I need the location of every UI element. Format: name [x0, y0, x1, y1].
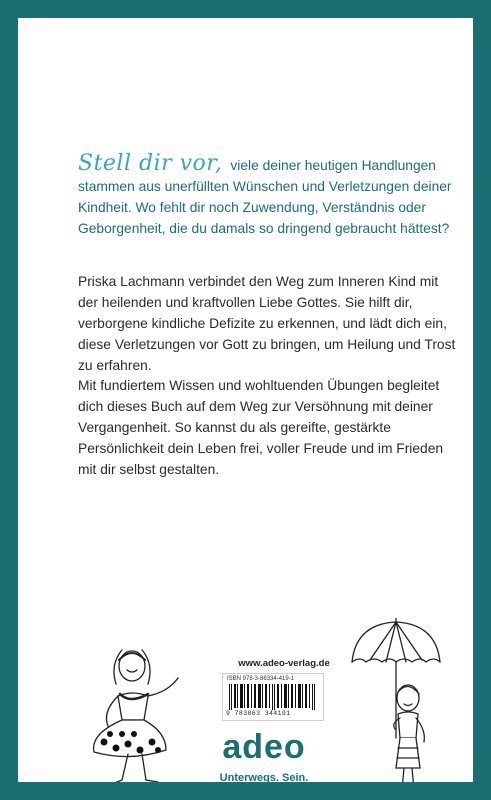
ean-number: 9 783863 344191: [226, 710, 291, 717]
publisher-url[interactable]: www.adeo-verlag.de: [238, 658, 330, 669]
publisher-tagline: Unterwegs. Sein.: [219, 772, 309, 784]
girl-with-umbrella-illustration: [346, 618, 446, 798]
dancing-girl-illustration: [70, 634, 190, 794]
description-paragraph-1: Priska Lachmann verbindet den Weg zum Inneren Kind mit der heilenden und kraftvollen Liebe Gottes. Sie hilft dir, verborgene kindliche Defizite zu erkennen, und lädt dich ein, diese Verletzungen vor Gott zu bringen, um Heilung und Trost zu erfahren.: [78, 274, 456, 373]
script-heading: Stell dir vor,: [78, 151, 223, 176]
barcode: [222, 673, 324, 721]
publisher-logo: adeo: [222, 728, 306, 766]
intro-text: viele deiner heutigen Handlungen stammen aus unerfüllten Wünschen und Verletzungen deiner Kindheit. Wo fehlt dir noch Zuwendung, Verständnis oder Geborgenheit, die du damals so dringend gebraucht hättest?: [78, 158, 452, 236]
isbn-label: ISBN 978-3-86334-419-1: [227, 676, 295, 682]
intro-paragraph: [78, 153, 458, 239]
barcode-bars: [229, 684, 317, 710]
description-paragraph-2: Mit fundiertem Wissen und wohltuenden Übungen begleitet dich dieses Buch auf dem Weg zur Versöhnung mit deiner Vergangenheit. So kannst du als gereifte, gestärkte Persönlichkeit dein Leben frei, voller Freude und im Frieden mit dir selbst gestalten.: [78, 378, 444, 477]
